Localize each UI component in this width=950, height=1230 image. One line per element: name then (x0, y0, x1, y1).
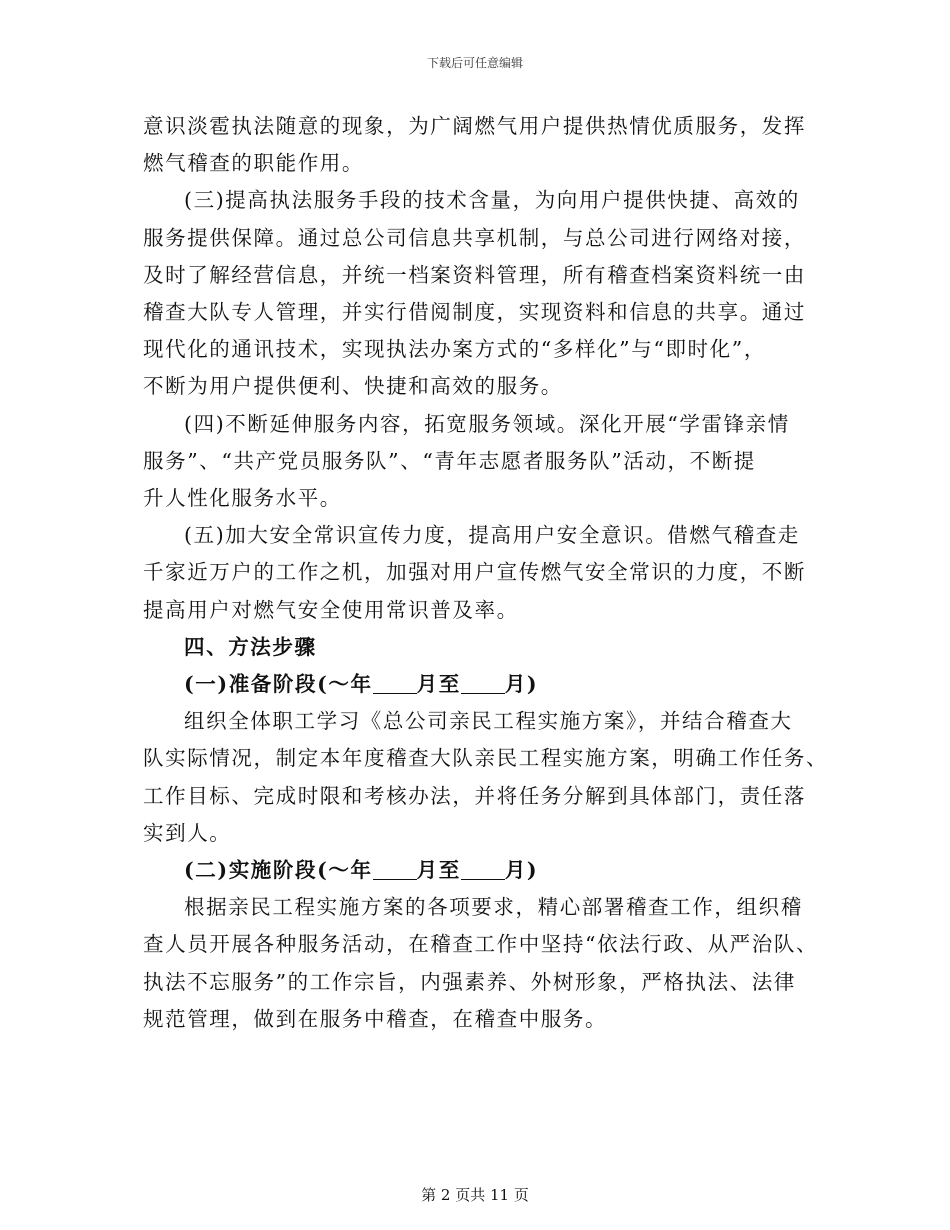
text-line: 千家近万户的工作之机，加强对用户宣传燃气安全常识的力度，不断 (143, 560, 806, 585)
blank-line (373, 859, 417, 880)
stage-heading-prefix: (一)准备阶段(～年 (184, 672, 373, 697)
text-line: 不断为用户提供便利、快捷和高效的服务。 (143, 374, 563, 399)
paragraph-item-four (143, 406, 823, 518)
stage-one-heading (143, 672, 538, 696)
text-line: 队实际情况，制定本年度稽查大队亲民工程实施方案，明确工作任务、 (143, 746, 829, 771)
paragraph-stage-two (143, 889, 823, 1038)
text-line: 服务”、“共产党员服务队”、“青年志愿者服务队”活动，不断提 (143, 448, 756, 473)
text-line: (三)提高执法服务手段的技术含量，为向用户提供快捷、高效的 (184, 188, 800, 213)
paragraph-stage-one (143, 703, 829, 852)
text-line: 服务提供保障。通过总公司信息共享机制，与总公司进行网络对接， (143, 225, 806, 250)
text-line: 意识淡雹执法随意的现象，为广阔燃气用户提供热情优质服务，发挥 (143, 114, 806, 138)
section-heading (143, 629, 823, 666)
text-line: 及时了解经营信息，并统一档案资料管理，所有稽查档案资料统一由 (143, 262, 806, 287)
blank-line (461, 673, 505, 694)
stage-heading-suffix: 月) (504, 858, 539, 883)
text-line: 规范管理，做到在服务中稽查，在稽查中服务。 (143, 1006, 608, 1031)
subheading-stage-two (143, 852, 823, 889)
paragraph-continuation (143, 108, 823, 182)
text-line: 查人员开展各种服务活动，在稽查工作中坚持“依法行政、从严治队、 (143, 932, 819, 957)
text-line: 组织全体职工学习《总公司亲民工程实施方案》，并结合稽查大 (184, 709, 793, 734)
text-line: 现代化的通讯技术，实现执法办案方式的“多样化”与“即时化”， (143, 337, 766, 362)
text-line: 燃气稽查的职能作用。 (143, 151, 364, 176)
text-line: 提高用户对燃气安全使用常识普及率。 (143, 597, 519, 622)
text-line: 根据亲民工程实施方案的各项要求，精心部署稽查工作，组织稽 (184, 895, 803, 920)
paragraph-item-five (143, 517, 823, 629)
page-footer: 第 2 页共 11 页 (421, 1186, 529, 1204)
document-body (143, 108, 829, 1038)
text-line: 升人性化服务水平。 (143, 486, 342, 511)
stage-heading-suffix: 月) (504, 672, 539, 697)
text-line: 工作目标、完成时限和考核办法，并将任务分解到具体部门，责任落 (143, 783, 806, 808)
paragraph-item-three (143, 182, 823, 405)
text-line: 执法不忘服务”的工作宗旨，内强素养、外树形象，严格执法、法律 (143, 969, 796, 994)
subheading-stage-one (143, 666, 823, 703)
blank-line (373, 673, 417, 694)
section-heading-text: 四、方法步骤 (184, 634, 317, 659)
blank-line (461, 859, 505, 880)
text-line: 实到人。 (143, 820, 232, 845)
stage-heading-mid: 月至 (416, 672, 461, 697)
page-header: 下载后可任意编辑 (426, 56, 523, 70)
stage-heading-mid: 月至 (416, 858, 461, 883)
text-line: (五)加大安全常识宣传力度，提高用户安全意识。借燃气稽查走 (184, 523, 800, 548)
stage-heading-prefix: (二)实施阶段(～年 (184, 858, 373, 883)
stage-two-heading (143, 858, 538, 882)
text-line: 稽查大队专人管理，并实行借阅制度，实现资料和信息的共享。通过 (143, 300, 806, 325)
text-line: (四)不断延伸服务内容，拓宽服务领域。深化开展“学雷锋亲情 (184, 411, 790, 436)
